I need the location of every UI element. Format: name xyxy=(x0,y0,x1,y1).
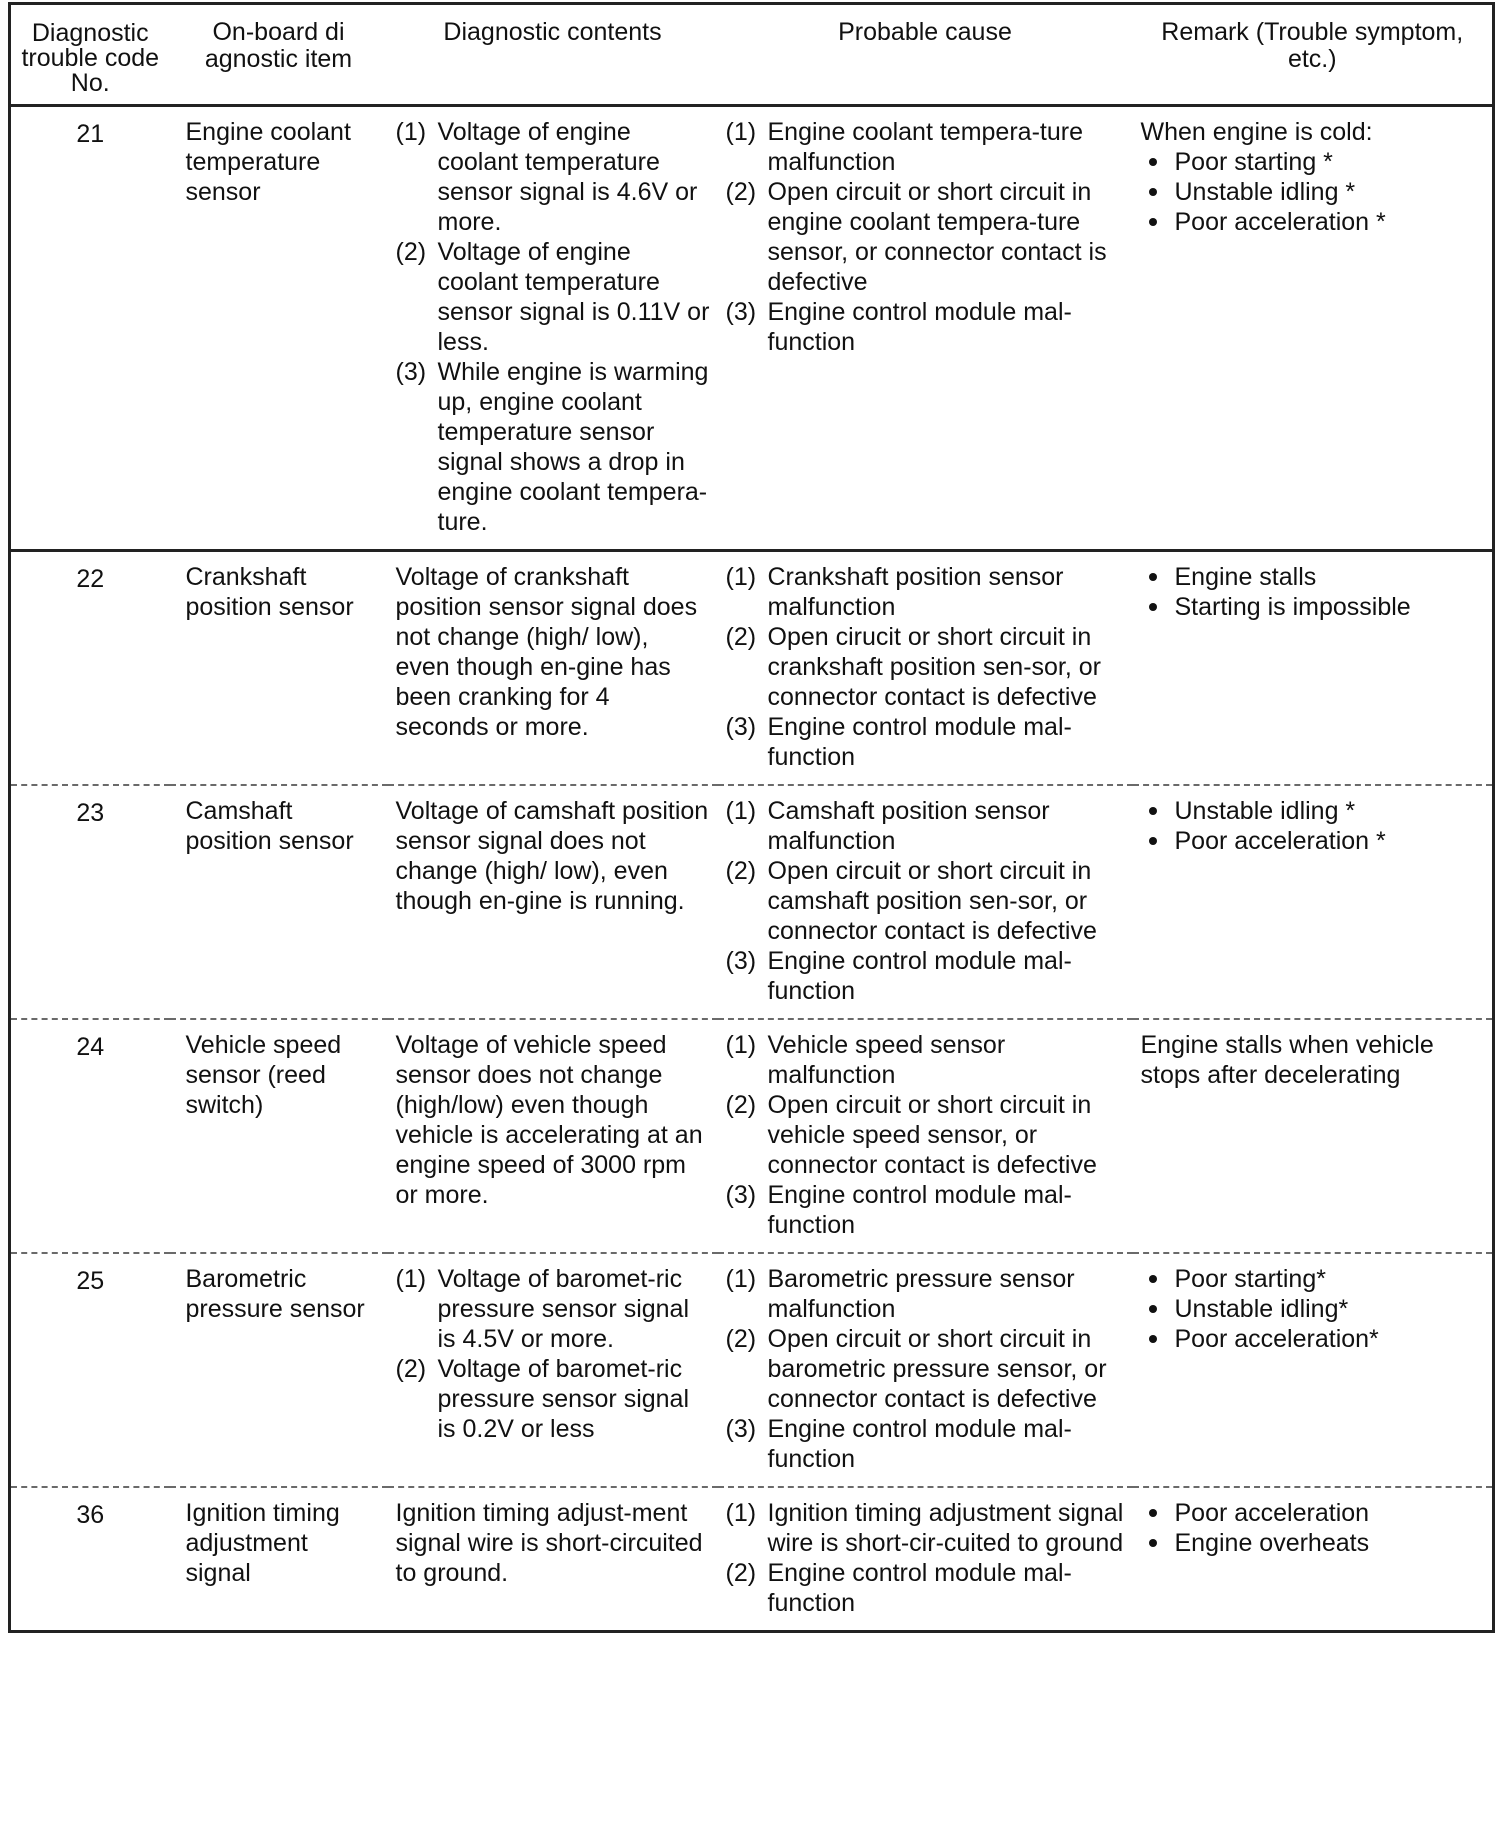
table-row xyxy=(10,106,1494,551)
header-remark: Remark (Trouble symptom, etc.) xyxy=(1133,4,1494,106)
list-item: Poor acceleration xyxy=(1141,1498,1485,1528)
list-item: (3) Engine control module mal-function xyxy=(725,947,1072,1005)
list-item: (2) Open circuit or short circuit in engine coolant tempera-ture sensor, or connector contact is defective xyxy=(725,178,1107,296)
remark xyxy=(1133,106,1494,551)
list-item: Engine overheats xyxy=(1141,1528,1485,1558)
header-item: On-board di agnostic item xyxy=(170,4,388,106)
probable-cause xyxy=(718,1253,1133,1487)
table-row xyxy=(10,551,1494,786)
list-item: (1) Voltage of baromet-ric pressure sensor signal is 4.5V or more. xyxy=(395,1265,690,1353)
document-page xyxy=(8,2,1492,1818)
list-item: (1) Voltage of engine coolant temperature sensor signal is 4.6V or more. xyxy=(395,118,698,236)
probable-cause xyxy=(718,551,1133,786)
diagnostic-contents: Ignition timing adjust-ment signal wire is short-circuited to ground. xyxy=(395,1499,703,1587)
list-item: (2) Open cirucit or short circuit in crankshaft position sen-sor, or connector contact is defective xyxy=(725,623,1101,711)
list-item: Poor acceleration * xyxy=(1141,826,1485,856)
diagnostic-contents: Voltage of crankshaft position sensor signal does not change (high/ low), even though en-gine has been cranking for 4 seconds or more. xyxy=(388,551,718,786)
list-item: (2) Open circuit or short circuit in camshaft position sen-sor, or connector contact is defective xyxy=(725,857,1097,945)
list-item: (1) Vehicle speed sensor malfunction xyxy=(725,1031,1006,1089)
diagnostic-item: Vehicle speed sensor (reed switch) xyxy=(170,1019,388,1253)
list-item: (1) Camshaft position sensor malfunction xyxy=(725,797,1050,855)
remark xyxy=(1133,1487,1494,1632)
list-item: (1) Barometric pressure sensor malfunction xyxy=(725,1265,1075,1323)
list-item: (1) Ignition timing adjustment signal wire is short-cir-cuited to ground xyxy=(725,1499,1124,1557)
table-row xyxy=(10,1019,1494,1253)
trouble-code: 25 xyxy=(10,1253,170,1487)
list-item: (1) Engine coolant tempera-ture malfunction xyxy=(725,118,1083,176)
list-item: Starting is impossible xyxy=(1141,592,1485,622)
header-code: Diagnostic trouble code No. xyxy=(10,4,170,106)
probable-cause xyxy=(718,785,1133,1019)
remark: Engine stalls when vehicle stops after decelerating xyxy=(1133,1019,1494,1253)
list-item: Poor acceleration* xyxy=(1141,1324,1485,1354)
list-item: Poor starting* xyxy=(1141,1264,1485,1294)
list-item: (2) Voltage of engine coolant temperature sensor signal is 0.11V or less. xyxy=(395,238,710,356)
list-item: (3) Engine control module mal-function xyxy=(725,713,1072,771)
diagnostic-contents xyxy=(388,1253,718,1487)
trouble-code: 21 xyxy=(10,106,170,551)
diagnostic-contents: Voltage of camshaft position sensor signal does not change (high/ low), even though en-gine is running. xyxy=(388,785,718,1019)
list-item: (3) While engine is warming up, engine coolant temperature sensor signal shows a drop in engine coolant tempera-ture. xyxy=(395,358,709,536)
remark-lead: When engine is cold: xyxy=(1140,118,1373,146)
list-item: Poor acceleration * xyxy=(1141,207,1485,237)
list-item: (2) Open circuit or short circuit in vehicle speed sensor, or connector contact is defective xyxy=(725,1091,1097,1179)
header-cause: Probable cause xyxy=(718,4,1133,106)
diagnostic-item: Engine coolant temperature sensor xyxy=(170,106,388,551)
diagnostic-item: Camshaft position sensor xyxy=(170,785,388,1019)
trouble-code: 24 xyxy=(10,1019,170,1253)
diagnostic-item: Barometric pressure sensor xyxy=(170,1253,388,1487)
remark xyxy=(1133,785,1494,1019)
table-row xyxy=(10,785,1494,1019)
header-contents: Diagnostic contents xyxy=(388,4,718,106)
trouble-code: 22 xyxy=(10,551,170,786)
list-item: Unstable idling* xyxy=(1141,1294,1485,1324)
table-row xyxy=(10,1487,1494,1632)
list-item: Poor starting * xyxy=(1141,147,1485,177)
diagnostic-item: Crankshaft position sensor xyxy=(170,551,388,786)
list-item: (2) Open circuit or short circuit in barometric pressure sensor, or connector contact is defective xyxy=(725,1325,1107,1413)
probable-cause xyxy=(718,106,1133,551)
list-item: Engine stalls xyxy=(1141,562,1485,592)
trouble-code: 36 xyxy=(76,1501,105,1529)
table-header-row xyxy=(10,4,1494,106)
list-item: (3) Engine control module mal-function xyxy=(725,298,1072,356)
diagnostic-trouble-code-table xyxy=(8,2,1495,1633)
probable-cause xyxy=(718,1487,1133,1632)
diagnostic-contents: Voltage of vehicle speed sensor does not change (high/low) even though vehicle is accelerating at an engine speed of 3000 rpm or more. xyxy=(388,1019,718,1253)
list-item: (1) Crankshaft position sensor malfunction xyxy=(725,563,1064,621)
list-item: (2) Voltage of baromet-ric pressure sensor signal is 0.2V or less xyxy=(395,1355,690,1443)
probable-cause xyxy=(718,1019,1133,1253)
diagnostic-item: Ignition timing adjustment signal xyxy=(185,1499,340,1587)
diagnostic-contents xyxy=(388,106,718,551)
list-item: (2) Engine control module mal-function xyxy=(725,1559,1072,1617)
remark xyxy=(1133,1253,1494,1487)
table-row xyxy=(10,1253,1494,1487)
remark xyxy=(1133,551,1494,786)
list-item: Unstable idling * xyxy=(1141,796,1485,826)
list-item: (3) Engine control module mal-function xyxy=(725,1181,1072,1239)
trouble-code: 23 xyxy=(10,785,170,1019)
list-item: (3) Engine control module mal-function xyxy=(725,1415,1072,1473)
list-item: Unstable idling * xyxy=(1141,177,1485,207)
